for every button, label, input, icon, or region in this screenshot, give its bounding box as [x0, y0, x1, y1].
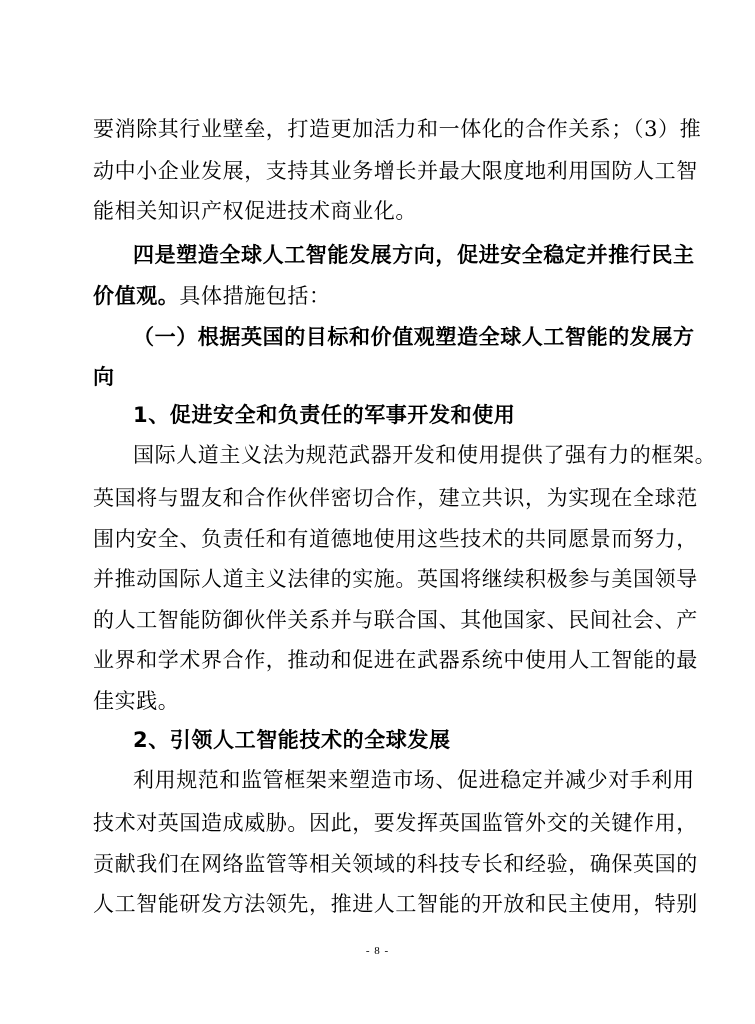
body-line-2: 英国将与盟友和合作伙伴密切合作，建立共识，为实现在全球范	[93, 486, 698, 510]
body-line-10: 贡献我们在网络监管等相关领域的科技专长和经验，确保英国的	[93, 852, 698, 876]
item-heading-1: 1、促进安全和负责任的军事开发和使用	[133, 403, 516, 427]
subsection-heading-1-cont: 向	[93, 365, 115, 389]
page-number: - 8 -	[365, 945, 390, 957]
body-line-8: 利用规范和监管框架来塑造市场、促进稳定并减少对手利用	[133, 768, 695, 792]
measures-intro: 具体措施包括：	[179, 284, 331, 308]
body-line-7: 佳实践。	[93, 689, 180, 713]
item-heading-2: 2、引领人工智能技术的全球发展	[133, 728, 451, 752]
body-line-5: 的人工智能防御伙伴关系并与联合国、其他国家、民间社会、产	[93, 608, 698, 632]
body-line-1: 国际人道主义法为规范武器开发和使用提供了强有力的框架。	[133, 443, 717, 467]
body-line-4: 并推动国际人道主义法律的实施。英国将继续积极参与美国领导	[93, 567, 698, 591]
section-heading-4: 四是塑造全球人工智能发展方向，促进安全稳定并推行民主	[133, 243, 695, 267]
text-line-2: 动中小企业发展，支持其业务增长并最大限度地利用国防人工智	[93, 159, 698, 183]
section-heading-4-cont	[93, 284, 331, 308]
subsection-heading-1: （一）根据英国的目标和价值观塑造全球人工智能的发展方	[133, 325, 695, 349]
body-line-9: 技术对英国造成威胁。因此，要发挥英国监管外交的关键作用，	[93, 811, 698, 835]
body-line-3: 围内安全、负责任和有道德地使用这些技术的共同愿景而努力，	[93, 527, 698, 551]
body-line-11: 人工智能研发方法领先，推进人工智能的开放和民主使用，特别	[93, 892, 698, 916]
text-line-3: 能相关知识产权促进技术商业化。	[93, 199, 417, 223]
section-heading-4-tail: 价值观。	[93, 284, 180, 308]
text-line-1: 要消除其行业壁垒，打造更加活力和一体化的合作关系；（3）推	[93, 117, 702, 141]
body-line-6: 业界和学术界合作，推动和促进在武器系统中使用人工智能的最	[93, 648, 698, 672]
